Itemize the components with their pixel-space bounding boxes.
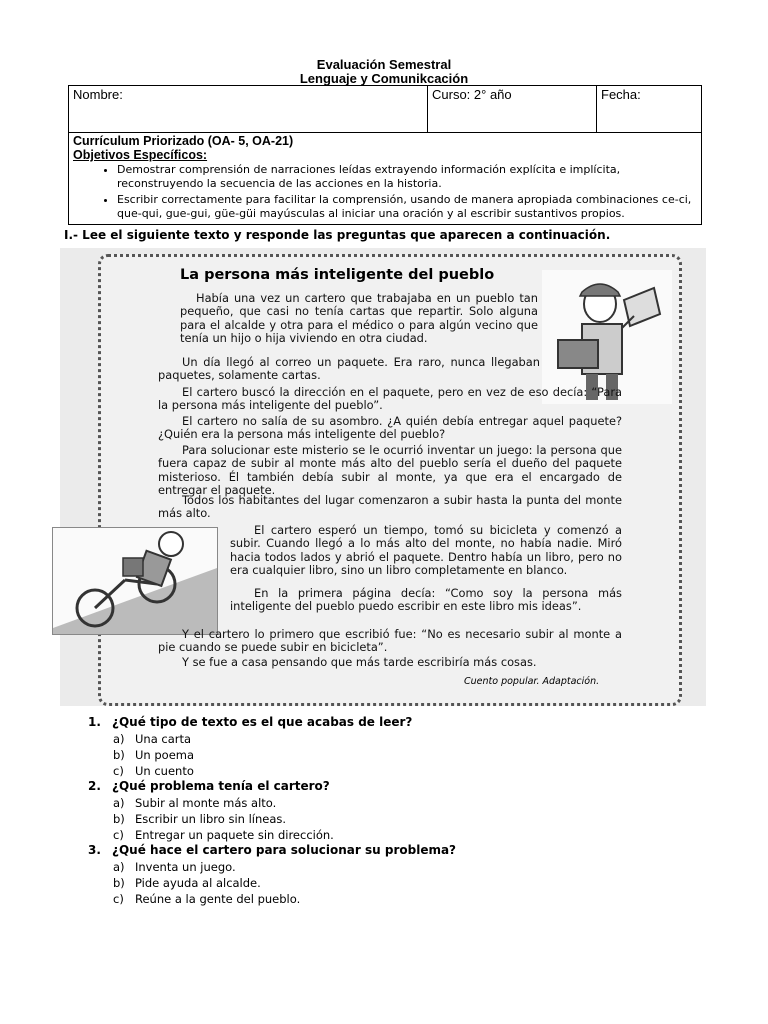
story-paragraph: Para solucionar este misterio se le ocurrió inventar un juego: la persona que fuera capaz de subir al monte más alto del pueblo sería el dueño del paquete misterioso. Él también debía subir al monte, ya que era el encargado de entregar el paquete. [158, 443, 622, 498]
option-letter: a) [113, 796, 125, 810]
question-number: 2. [88, 779, 101, 793]
option-letter: a) [113, 732, 125, 746]
option-text: Pide ayuda al alcalde. [135, 876, 261, 890]
option-text: Reúne a la gente del pueblo. [135, 892, 301, 906]
question-number: 3. [88, 843, 101, 857]
header-table [68, 85, 702, 225]
story-source: Cuento popular. Adaptación. [464, 676, 600, 687]
option-1a[interactable] [113, 732, 191, 746]
story-paragraph: Un día llegó al correo un paquete. Era raro, nunca llegaban paquetes, solamente cartas. [158, 355, 540, 383]
story-paragraph: En la primera página decía: “Como soy la persona más inteligente del pueblo puedo escribir en este libro mis ideas”. [230, 586, 622, 614]
story-paragraph: El cartero buscó la dirección en el paquete, pero en vez de eso decía: “Para la persona más inteligente del pueblo”. [158, 385, 622, 413]
option-3a[interactable] [113, 860, 236, 874]
option-text: Escribir un libro sin líneas. [135, 812, 287, 826]
question-number: 1. [88, 715, 101, 729]
option-text: Una carta [135, 732, 192, 746]
option-text: Un poema [135, 748, 195, 762]
question-text: ¿Qué hace el cartero para solucionar su problema? [112, 843, 457, 857]
story-paragraph: Todos los habitantes del lugar comenzaron a subir hasta la punta del monte más alto. [158, 493, 622, 521]
question-2 [88, 779, 330, 793]
objectives-title: Objetivos Específicos: [73, 148, 208, 162]
course-cell [428, 86, 597, 133]
option-1b[interactable] [113, 748, 194, 762]
option-3b[interactable] [113, 876, 261, 890]
story-title: La persona más inteligente del pueblo [180, 267, 495, 283]
objectives-list [73, 163, 697, 221]
bicycle-illustration [52, 527, 218, 635]
option-2b[interactable] [113, 812, 286, 826]
option-letter: b) [113, 876, 125, 890]
question-text: ¿Qué tipo de texto es el que acabas de leer? [112, 715, 413, 729]
option-text: Subir al monte más alto. [135, 796, 277, 810]
option-letter: b) [113, 812, 125, 826]
story-paragraph: Y el cartero lo primero que escribió fue: “No es necesario subir al monte a pie cuando se puede subir en bicicleta”. [158, 627, 622, 655]
option-1c[interactable] [113, 764, 194, 778]
story-paragraph: El cartero no salía de su asombro. ¿A quién debía entregar aquel paquete? ¿Quién era la persona más inteligente del pueblo? [158, 414, 622, 442]
name-label: Nombre: [73, 87, 123, 102]
question-3 [88, 843, 456, 857]
option-letter: c) [113, 764, 124, 778]
story-paragraph: Y se fue a casa pensando que más tarde escribiría más cosas. [182, 655, 537, 669]
question-text: ¿Qué problema tenía el cartero? [112, 779, 330, 793]
curriculum-label: Currículum Priorizado (OA- 5, OA-21) [73, 134, 294, 148]
instruction-text: I.- Lee el siguiente texto y responde las preguntas que aparecen a continuación. [64, 228, 611, 242]
story-paragraph: El cartero esperó un tiempo, tomó su bicicleta y comenzó a subir. Cuando llegó a lo más alto del monte, no había nadie. Miró hacia todos lados y abrió el paquete. Dentro había un libro, pero no era cualquier libro, sino un libro completamente en blanco. [230, 523, 622, 578]
name-cell[interactable] [69, 86, 428, 133]
subject-title: Lenguaje y Comunikcación [299, 71, 469, 86]
question-1 [88, 715, 412, 729]
option-text: Un cuento [135, 764, 194, 778]
exam-title: Evaluación Semestral [316, 57, 452, 72]
objective-item: • Demostrar comprensión de narraciones leídas extrayendo información explícita e implícita, reconstruyendo la secuencia de las acciones en la historia. [117, 163, 697, 191]
option-2c[interactable] [113, 828, 334, 842]
option-letter: b) [113, 748, 125, 762]
course-label: Curso: 2° año [432, 87, 512, 102]
option-2a[interactable] [113, 796, 276, 810]
option-letter: a) [113, 860, 125, 874]
story-paragraph: Había una vez un cartero que trabajaba en un pueblo tan pequeño, que casi no tenía cartas que repartir. Solo alguna para el alcalde y otra para el médico o para algún vecino que tenía un hijo o hija viviendo en otra ciudad. [180, 291, 538, 346]
date-label: Fecha: [601, 87, 641, 102]
option-text: Entregar un paquete sin dirección. [135, 828, 334, 842]
objectives-cell [69, 133, 702, 225]
postman-illustration [542, 270, 672, 404]
objective-item: • Escribir correctamente para facilitar la comprensión, usando de manera apropiada combinaciones ce-ci, que-qui, gue-gui, güe-güi mayúsculas al iniciar una oración y al escribir sustantivos propios. [117, 193, 697, 221]
option-letter: c) [113, 892, 124, 906]
option-3c[interactable] [113, 892, 300, 906]
date-cell[interactable] [597, 86, 702, 133]
option-letter: c) [113, 828, 124, 842]
option-text: Inventa un juego. [135, 860, 236, 874]
